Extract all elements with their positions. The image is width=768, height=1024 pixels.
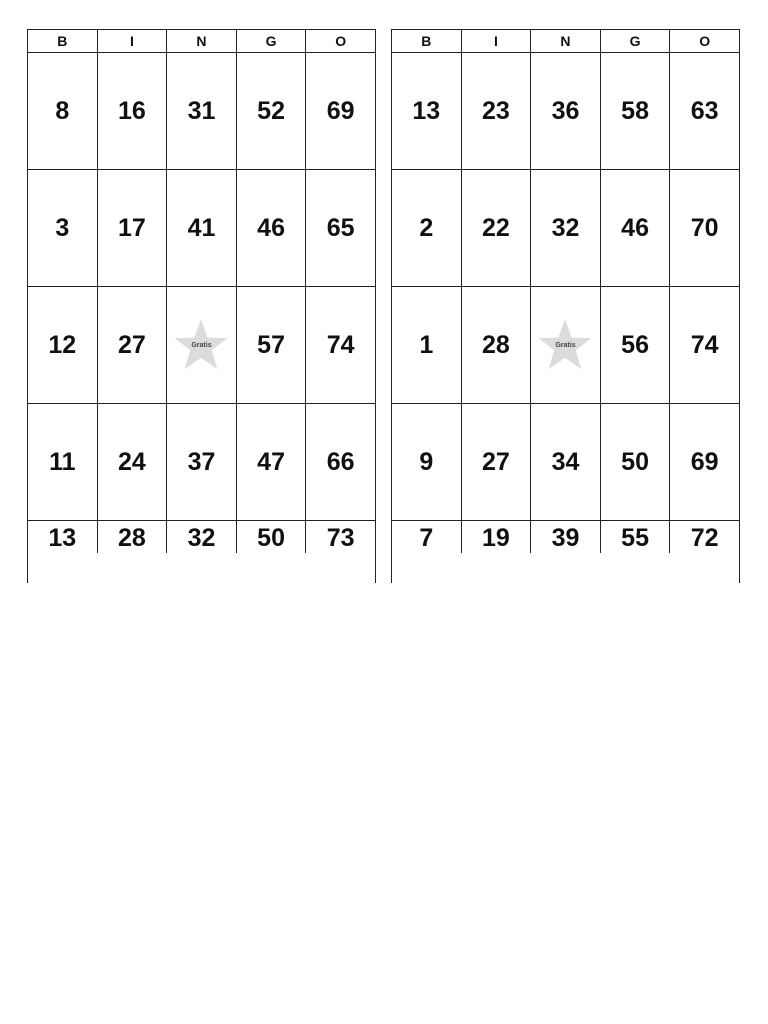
bingo-cell: 46 [236, 170, 306, 286]
bingo-cell: 70 [669, 170, 739, 286]
bingo-cell: 11 [49, 447, 76, 476]
bingo-cell: 65 [305, 170, 375, 286]
free-space-label: Gratis [555, 342, 576, 349]
bingo-cell: 13 [412, 96, 441, 125]
bingo-cell: 9 [419, 447, 434, 476]
bingo-cell: 16 [97, 53, 167, 169]
header-b: B [421, 33, 432, 49]
bingo-cell: 28 [97, 521, 167, 553]
bingo-row [28, 53, 375, 170]
bingo-cell: 39 [530, 521, 600, 553]
free-space [530, 287, 600, 403]
header-i: I [97, 30, 167, 52]
bingo-cell: 66 [305, 404, 375, 520]
bingo-cell: 7 [419, 524, 434, 552]
bingo-cell: 3 [55, 213, 70, 242]
bingo-cell: 46 [600, 170, 670, 286]
bingo-cell: 31 [166, 53, 236, 169]
bingo-cell: 28 [461, 287, 531, 403]
bingo-cell: 32 [166, 521, 236, 553]
star-icon [537, 318, 593, 372]
star-icon [173, 318, 229, 372]
bingo-row [392, 170, 739, 287]
bingo-cell: 32 [530, 170, 600, 286]
header-i: I [461, 30, 531, 52]
bingo-row [392, 404, 739, 521]
bingo-cell: 13 [48, 524, 77, 552]
bingo-header [28, 30, 375, 53]
bingo-row [392, 521, 739, 583]
free-space [166, 287, 236, 403]
bingo-cell: 74 [305, 287, 375, 403]
bingo-row [28, 404, 375, 521]
bingo-cell: 69 [305, 53, 375, 169]
bingo-cell: 50 [600, 404, 670, 520]
free-space-label: Gratis [191, 342, 212, 349]
bingo-cell: 2 [419, 213, 434, 242]
bingo-cell: 22 [461, 170, 531, 286]
bingo-cell: 41 [166, 170, 236, 286]
bingo-cell: 12 [48, 330, 77, 359]
bingo-cell: 23 [461, 53, 531, 169]
bingo-cell: 19 [461, 521, 531, 553]
bingo-cell: 63 [669, 53, 739, 169]
bingo-cell: 58 [600, 53, 670, 169]
header-b: B [57, 33, 68, 49]
bingo-cell: 17 [97, 170, 167, 286]
bingo-cell: 52 [236, 53, 306, 169]
bingo-row [392, 53, 739, 170]
header-g: G [600, 30, 670, 52]
header-g: G [236, 30, 306, 52]
bingo-cell: 57 [236, 287, 306, 403]
bingo-row [28, 521, 375, 583]
bingo-cell: 50 [236, 521, 306, 553]
bingo-cell: 73 [305, 521, 375, 553]
header-o: O [305, 30, 375, 52]
bingo-cell: 47 [236, 404, 306, 520]
bingo-cell: 69 [669, 404, 739, 520]
bingo-cell: 24 [97, 404, 167, 520]
bingo-cell: 72 [669, 521, 739, 553]
bingo-cell: 36 [530, 53, 600, 169]
bingo-row [392, 287, 739, 404]
bingo-card-1 [27, 29, 376, 583]
bingo-cell: 1 [419, 330, 434, 359]
bingo-cell: 55 [600, 521, 670, 553]
header-o: O [669, 30, 739, 52]
bingo-cell: 8 [55, 96, 70, 125]
bingo-cell: 34 [530, 404, 600, 520]
bingo-cell: 37 [166, 404, 236, 520]
header-n: N [530, 30, 600, 52]
header-n: N [166, 30, 236, 52]
bingo-card-2 [391, 29, 740, 583]
bingo-cell: 27 [97, 287, 167, 403]
bingo-row [28, 287, 375, 404]
bingo-cell: 74 [669, 287, 739, 403]
bingo-header [392, 30, 739, 53]
bingo-cell: 27 [461, 404, 531, 520]
bingo-row [28, 170, 375, 287]
bingo-cell: 56 [600, 287, 670, 403]
